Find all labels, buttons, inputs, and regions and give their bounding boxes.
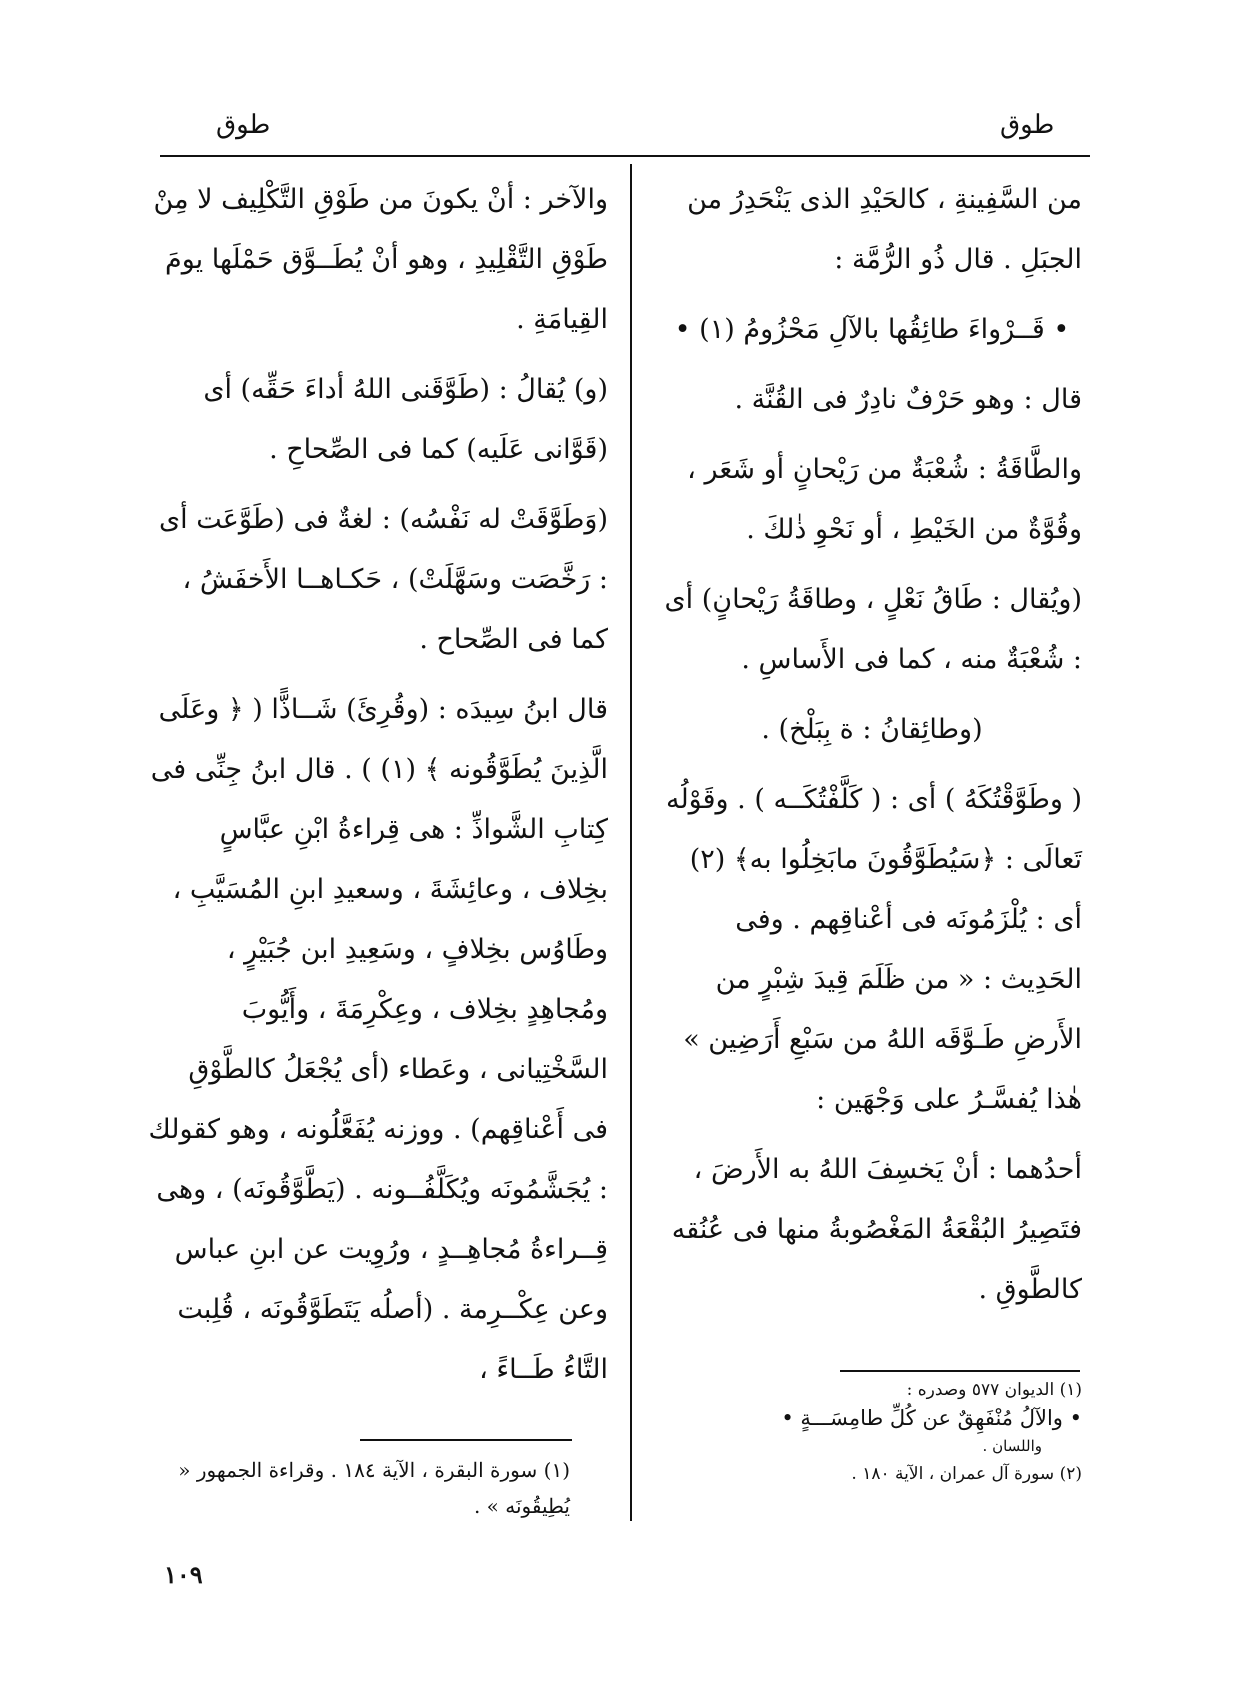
paragraph: أحدُهما : أنْ يَخسِفَ اللهُ به الأَرضَ ، فتَصِيرُ البُقْعَةُ المَغْصُوبةُ منها فى عُنُقه كالطَّوقِ . bbox=[671, 1154, 1082, 1305]
page-number: ١٠٩ bbox=[164, 1560, 203, 1589]
paragraph: والآخر : أنْ يكونَ من طَوْقِ التَّكْلِيف لا مِنْ طَوْقِ التَّقْلِيدِ ، وهو أنْ يُطَــوَّق حَمْلَها يومَ القِيامَةِ . bbox=[153, 184, 608, 335]
verse: • قَــرْواءَ طائِقُها بالآلِ مَحْزُومُ (١) • bbox=[674, 314, 1070, 345]
footnote-rule-left bbox=[360, 1439, 572, 1441]
paragraph: (وطائِقانُ : ة بِبَلْخ) . bbox=[761, 714, 983, 745]
running-head-right: طوق bbox=[1000, 110, 1055, 140]
footnote-verse: • والآلُ مُنْفَهِقٌ عن كُلِّ طامِسَـــةٍ • bbox=[781, 1406, 1082, 1430]
header-rule bbox=[160, 155, 1090, 157]
paragraph: (و) يُقالُ : (طَوَّقَنى اللهُ أداءَ حَقِّه) أى (قَوَّانى عَلَيه) كما فى الصِّحاحِ . bbox=[203, 374, 608, 465]
right-column bbox=[662, 170, 1082, 1330]
footnote-rule-right bbox=[840, 1370, 1080, 1372]
footnote: (١) الديوان ٥٧٧ وصدره : bbox=[906, 1380, 1082, 1400]
footnote-continuation: واللسان . bbox=[982, 1437, 1042, 1455]
footnote: (٢) سورة آل عمران ، الآية ١٨٠ . bbox=[851, 1464, 1082, 1484]
running-head-left: طوق bbox=[216, 110, 271, 140]
footnotes-right bbox=[662, 1376, 1082, 1488]
paragraph: (وَطَوَّقَتْ له نَفْسُه) : لغةٌ فى (طَوَّعَت أى : رَخَّصَت وسَهَّلَتْ) ، حَكـاهــا الأَخفَشُ ، كما فى الصِّحاح . bbox=[159, 504, 608, 655]
footnote: (١) سورة البقرة ، الآية ١٨٤ . وقراءة الجمهور « يُطِيقُونَه » . bbox=[178, 1458, 570, 1518]
left-column bbox=[148, 170, 608, 1410]
paragraph: (ويُقال : طَاقُ نَعْلٍ ، وطاقَةُ رَيْحانٍ) أى : شُعْبَةٌ منه ، كما فى الأَساسِ . bbox=[664, 584, 1082, 675]
column-divider bbox=[630, 164, 632, 1521]
paragraph: قال ابنُ سِيدَه : (وقُرِئَ) شَــاذًّا ( ﴿ وعَلَى الَّذِينَ يُطَوَّقُونه ﴾ (١) ) . قال ابنُ جِنِّى فى كِتابِ الشَّواذِّ : هى قِراءةُ ابْنِ عبَّاسٍ بخِلاف ، وعائِشَةَ ، وسعيدِ ابنِ المُسَيَّبِ ، وطَاوُس بخِلافٍ ، وسَعِيدِ ابن جُبَيْرٍ ، ومُجاهِدٍ بخِلاف ، وعِكْرِمَةَ ، وأَيُّوبَ السَّخْتِيانى ، وعَطاء (أى يُجْعَلُ كالطَّوْقِ فى أَعْناقِهم) . ووزنه يُفَعَّلُونه ، وهو كقولك : يُجَشَّمُونَه ويُكَلَّفُــونه . (يَطَّوَّقُونَه) ، وهى قِــراءةُ مُجاهِــدٍ ، ورُوِيت عن ابنِ عباس وعن عِكْــرِمة . (أصلُه يَتَطَوَّقُونَه ، قُلِبت التَّاءُ طَــاءً ، bbox=[148, 694, 608, 1385]
paragraph: ( وطَوَّقْتُكَهُ ) أى : ( كَلَّفْتُكَــه ) . وقَوْلُه تَعالَى : ﴿سَيُطَوَّقُونَ مابَخِلُوا به﴾ (٢) أى : يُلْزَمُونَه فى أعْناقِهم . وفى الحَدِيث : « من ظَلَمَ قِيدَ شِبْرٍ من الأَرضِ طَـوَّقَه اللهُ من سَبْعِ أَرَضِين » هٰذا يُفسَّـرُ على وَجْهَين : bbox=[665, 784, 1082, 1115]
footnotes-left bbox=[150, 1452, 570, 1524]
paragraph: قال : وهو حَرْفٌ نادِرٌ فى القُنَّة . bbox=[734, 384, 1082, 415]
paragraph: من السَّفِينةِ ، كالحَيْدِ الذى يَنْحَدِرُ من الجبَلِ . قال ذُو الرُّمَّة : bbox=[687, 184, 1082, 275]
paragraph: والطَّاقَةُ : شُعْبَةٌ من رَيْحانٍ أو شَعَر ، وقُوَّةٌ من الخَيْطِ ، أو نَحْوِ ذٰلكَ . bbox=[687, 454, 1082, 545]
